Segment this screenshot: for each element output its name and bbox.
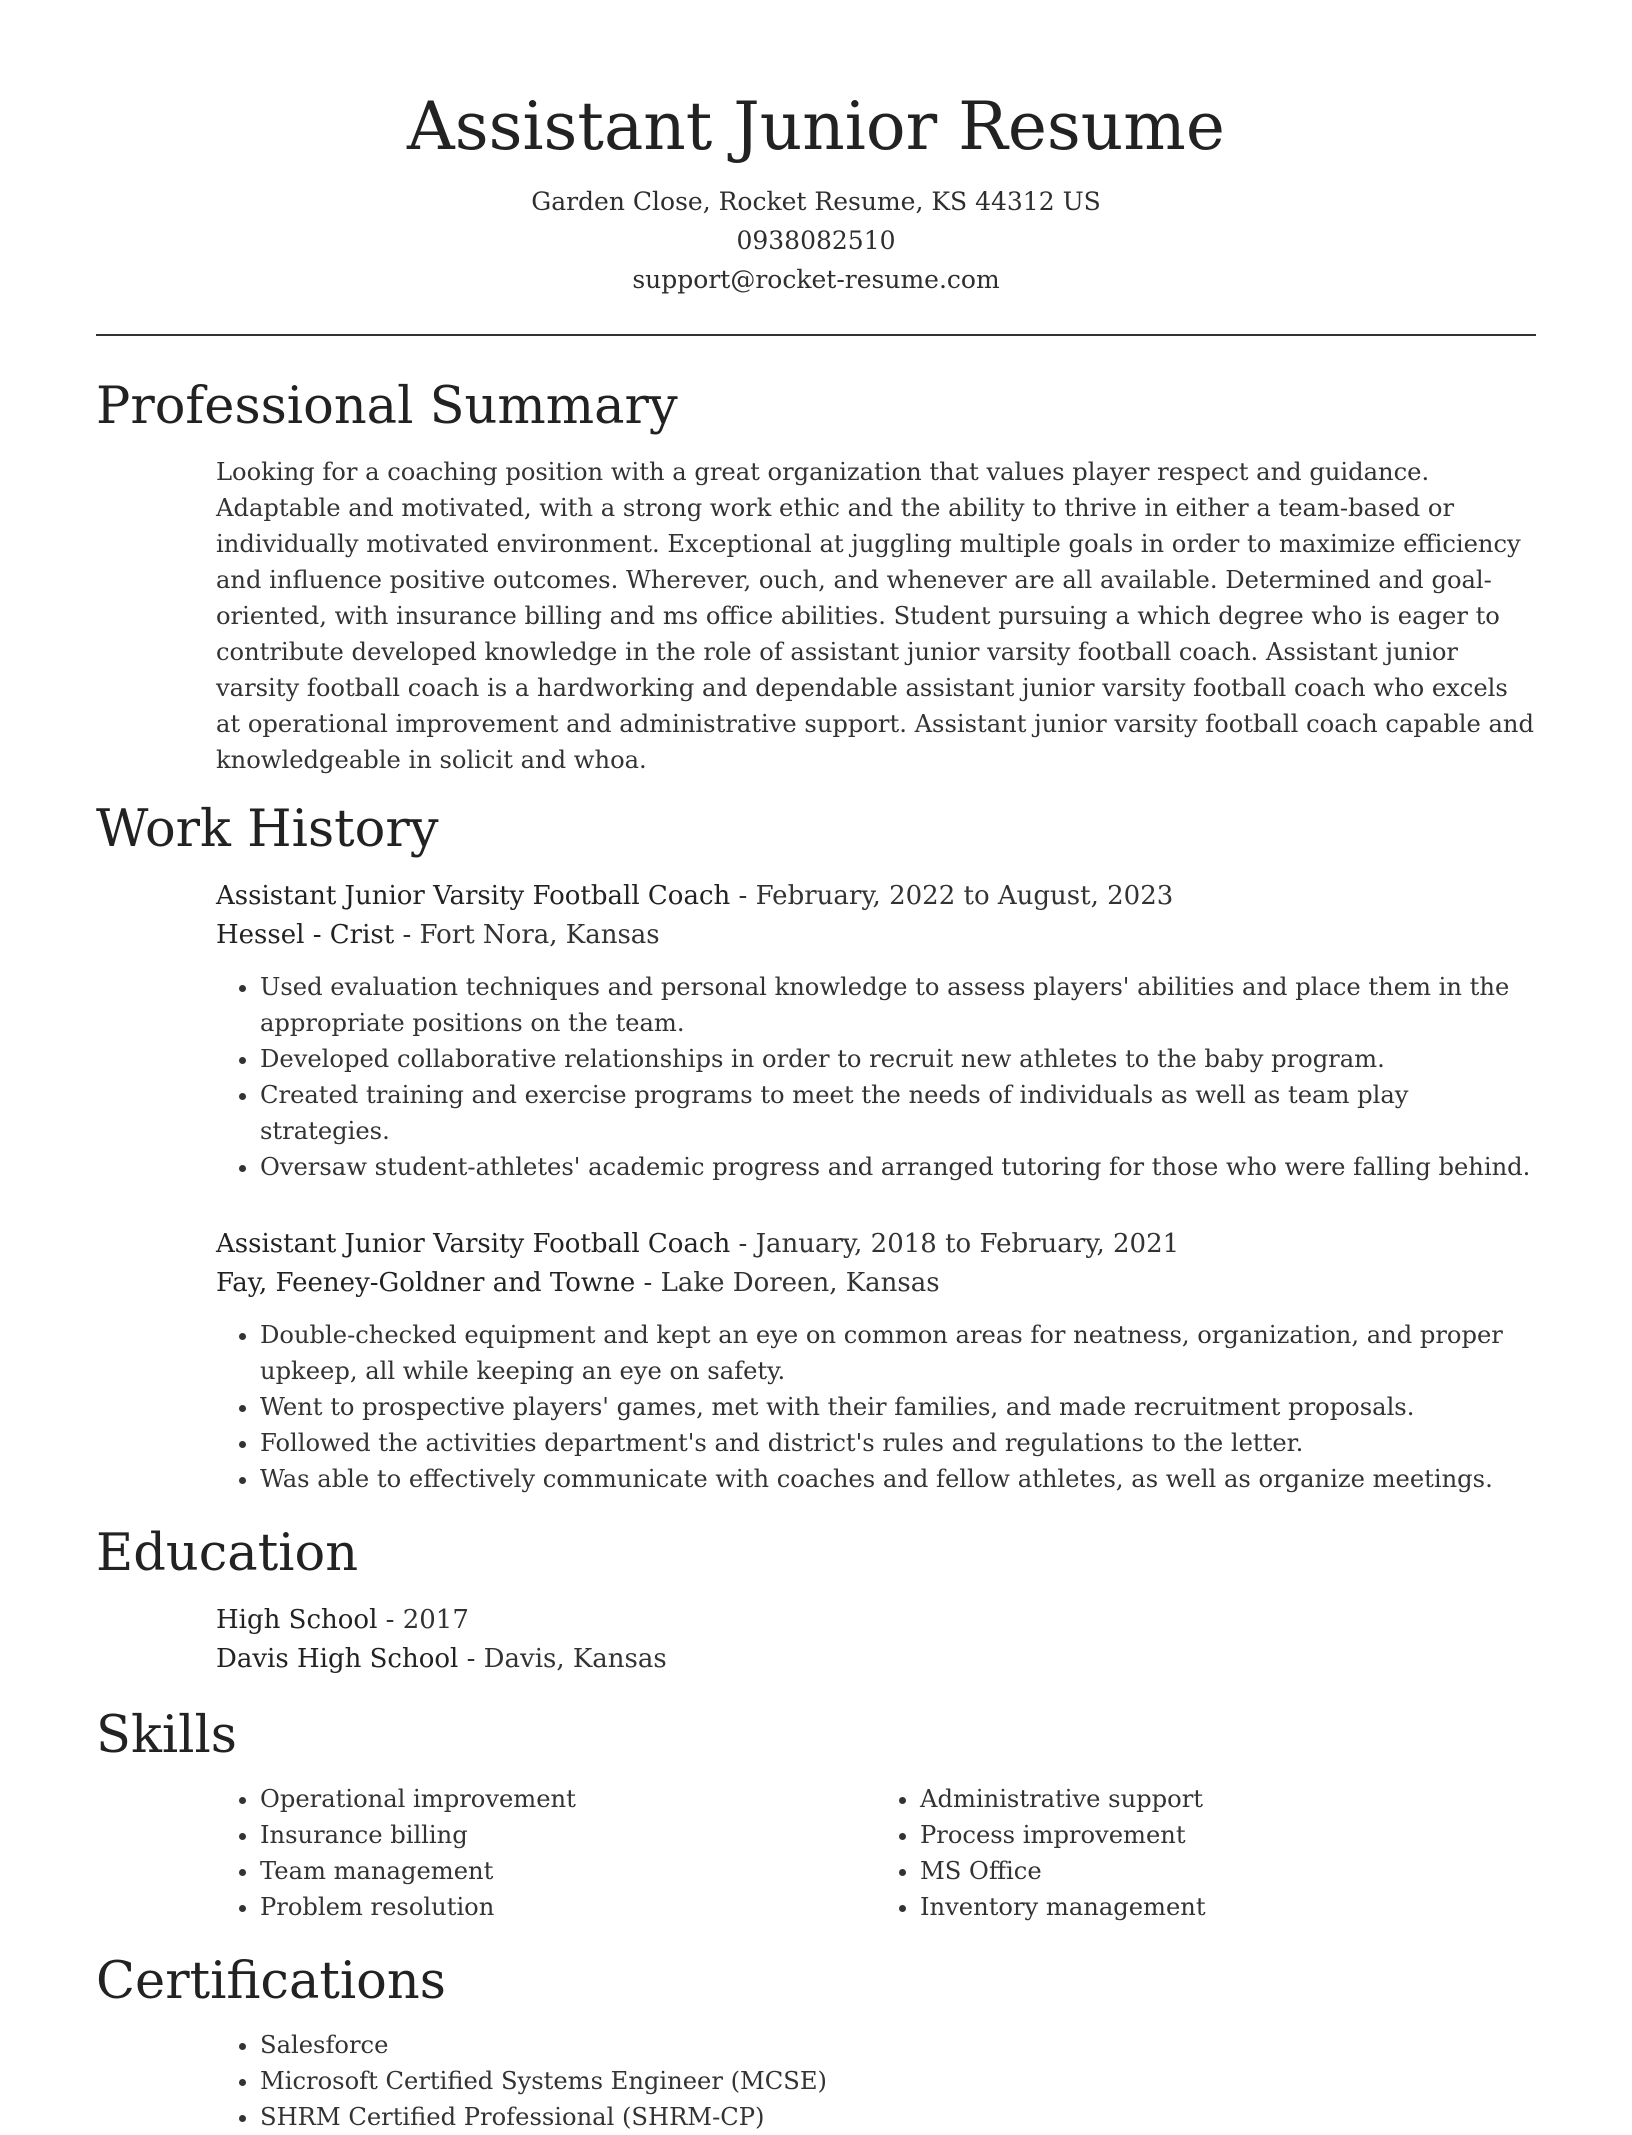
list-item: • Followed the activities department's and district's rules and regulations to the letter. — [260, 1425, 1536, 1461]
resume-title: Assistant Junior Resume — [407, 88, 1225, 165]
section-title-certifications: Certifications — [96, 1952, 446, 2011]
list-item: • Process improvement — [920, 1817, 1536, 1853]
skills-column-right — [876, 1781, 1536, 1925]
job-company: Fay, Feeney-Goldner and Towne — [216, 1268, 636, 1298]
job-location: - Lake Doreen, Kansas — [635, 1268, 940, 1298]
list-item: • Double-checked equipment and kept an eye on common areas for neatness, organization, and proper upkeep, all while keeping an eye on safety. — [260, 1317, 1536, 1389]
section-title-summary: Professional Summary — [96, 377, 678, 436]
list-item: • Administrative support — [920, 1781, 1536, 1817]
address: Garden Close, Rocket Resume, KS 44312 US — [531, 187, 1101, 216]
contact-info — [96, 182, 1536, 299]
list-item: • SHRM Certified Professional (SHRM-CP) — [260, 2099, 1536, 2135]
job-bullets — [216, 969, 1536, 1185]
education-entry — [216, 1601, 1536, 1679]
degree: High School — [216, 1605, 378, 1635]
job-entry — [216, 877, 1536, 1185]
school-location: - Davis, Kansas — [458, 1644, 667, 1674]
resume-page — [96, 0, 1536, 2135]
phone: 0938082510 — [736, 226, 896, 255]
job-dates: - February, 2022 to August, 2023 — [730, 881, 1174, 911]
job-role: Assistant Junior Varsity Football Coach — [216, 881, 731, 911]
work-history-section — [96, 799, 1536, 1497]
job-title-line — [216, 877, 1536, 916]
job-location: - Fort Nora, Kansas — [394, 920, 660, 950]
job-company: Hessel - Crist — [216, 920, 395, 950]
degree-line — [216, 1601, 1536, 1640]
list-item: • Insurance billing — [260, 1817, 876, 1853]
list-item: • MS Office — [920, 1853, 1536, 1889]
list-item: • Was able to effectively communicate with coaches and fellow athletes, as well as organize meetings. — [260, 1461, 1536, 1497]
summary-text: Looking for a coaching position with a great organization that values player respect and guidance. Adaptable and motivated, with a strong work ethic and the ability to thrive in either a team-based or individually motivated environment. Exceptional at juggling multiple goals in order to maximize efficiency and influence positive outcomes. Wherever, ouch, and whenever are all available. Determined and goal-oriented, with insurance billing and ms office abilities. Student pursuing a which degree who is eager to contribute developed knowledge in the role of assistant junior varsity football coach. Assistant junior varsity football coach is a hardworking and dependable assistant junior varsity football coach who excels at operational improvement and administrative support. Assistant junior varsity football coach capable and knowledgeable in solicit and whoa. — [216, 458, 1534, 774]
list-item: • Salesforce — [260, 2027, 1536, 2063]
email: support@rocket-resume.com — [632, 265, 1000, 294]
certifications-section — [96, 1951, 1536, 2135]
job-entry — [216, 1225, 1536, 1497]
skills-section — [96, 1705, 1536, 1925]
job-company-line — [216, 916, 1536, 955]
resume-header — [96, 0, 1536, 299]
list-item: • Team management — [260, 1853, 876, 1889]
job-title-line — [216, 1225, 1536, 1264]
certifications-list — [216, 2027, 1536, 2135]
school-line — [216, 1640, 1536, 1679]
list-item: • Developed collaborative relationships in order to recruit new athletes to the baby program. — [260, 1041, 1536, 1077]
list-item: • Inventory management — [920, 1889, 1536, 1925]
graduation-year: - 2017 — [377, 1605, 469, 1635]
job-role: Assistant Junior Varsity Football Coach — [216, 1229, 731, 1259]
job-dates: - January, 2018 to February, 2021 — [730, 1229, 1180, 1259]
education-section — [96, 1523, 1536, 1679]
section-title-work: Work History — [96, 800, 439, 859]
professional-summary-section — [96, 376, 1536, 778]
job-company-line — [216, 1264, 1536, 1303]
school-name: Davis High School — [216, 1644, 459, 1674]
list-item: • Operational improvement — [260, 1781, 876, 1817]
list-item: • Created training and exercise programs to meet the needs of individuals as well as team play strategies. — [260, 1077, 1536, 1149]
skills-grid — [216, 1781, 1536, 1925]
list-item: • Went to prospective players' games, met with their families, and made recruitment proposals. — [260, 1389, 1536, 1425]
list-item: • Oversaw student-athletes' academic progress and arranged tutoring for those who were falling behind. — [260, 1149, 1536, 1185]
skills-column-left — [216, 1781, 876, 1925]
section-title-skills: Skills — [96, 1706, 237, 1765]
list-item: • Used evaluation techniques and personal knowledge to assess players' abilities and place them in the appropriate positions on the team. — [260, 969, 1536, 1041]
list-item: • Problem resolution — [260, 1889, 876, 1925]
job-bullets — [216, 1317, 1536, 1497]
section-title-education: Education — [96, 1524, 359, 1583]
header-divider — [96, 334, 1536, 336]
list-item: • Microsoft Certified Systems Engineer (MCSE) — [260, 2063, 1536, 2099]
